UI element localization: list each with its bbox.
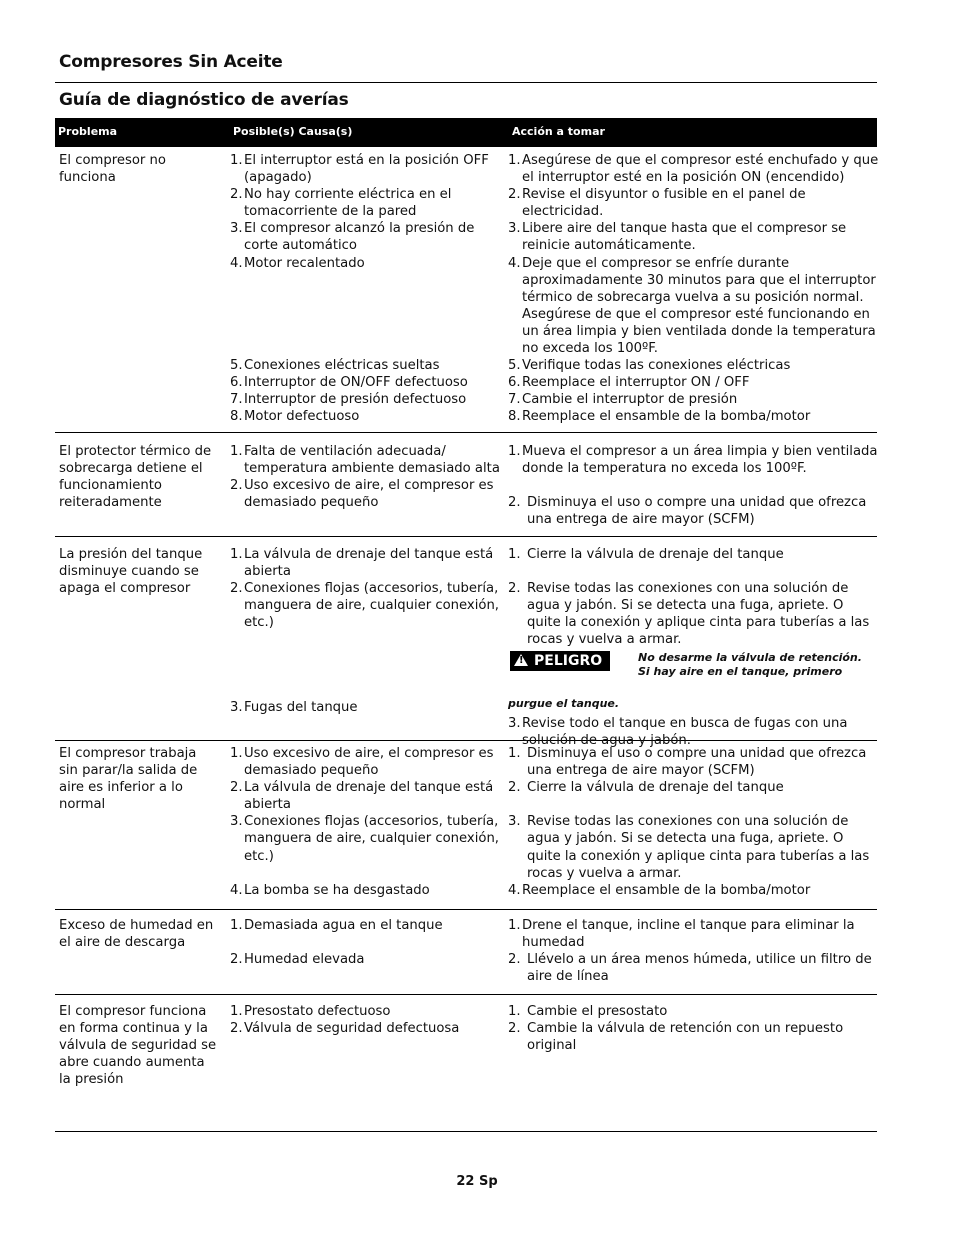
- action-item: 1. Drene el tanque, incline el tanque para eliminar la humedad: [508, 918, 855, 951]
- page-number: 22 Sp: [456, 1174, 498, 1189]
- table-row: [55, 432, 877, 537]
- table-row: [55, 909, 877, 995]
- cause-item: 1. Uso excesivo de aire, el compresor es demasiado pequeño: [230, 746, 494, 779]
- action-item: 5. Verifique todas las conexiones eléctricas: [508, 358, 791, 374]
- action-item: 1. Cierre la válvula de drenaje del tanque: [508, 547, 784, 562]
- cause-item: 3. Fugas del tanque: [230, 700, 358, 716]
- action-item: 1. Disminuya el uso o compre una unidad que ofrezca una entrega de aire mayor (SCFM): [508, 746, 867, 779]
- table-header: [55, 118, 877, 147]
- problem-cell: [59, 152, 219, 186]
- action-item: 1. Asegúrese de que el compresor esté enchufado y que el interruptor esté en la posición ON (encendido): [508, 153, 879, 186]
- cause-item: 1. Demasiada agua en el tanque: [230, 918, 443, 933]
- action-item: 4. Deje que el compresor se enfríe durante aproximadamente 30 minutos para que el interruptor térmico de sobrecarga vuelva a su posición normal. Asegúrese de que el compresor esté funcionando en un área limpia y bien ventilada donde la temperatura no exceda los 100ºF.: [508, 255, 876, 357]
- action-item: 1. Cambie el presostato: [508, 1004, 668, 1019]
- action-cell: [508, 443, 880, 528]
- warning-triangle-icon: [514, 654, 528, 666]
- table-row: [55, 994, 877, 1131]
- header-divider: [55, 82, 877, 83]
- problem-text: El protector térmico de sobrecarga detiene el funcionamiento reiteradamente: [59, 444, 212, 511]
- problem-cell: [59, 546, 219, 597]
- action-item: 3. Revise todo el tanque en busca de fugas con una solución de agua y jabón.: [508, 715, 848, 748]
- cause-item: 2. Válvula de seguridad defectuosa: [230, 1021, 460, 1037]
- section-title: Guía de diagnóstico de averías: [59, 90, 349, 110]
- cause-item: 2. La válvula de drenaje del tanque está abierta: [230, 780, 494, 813]
- action-item: 3. Libere aire del tanque hasta que el compresor se reinicie automáticamente.: [508, 221, 847, 254]
- problem-text: El compresor no funciona: [59, 153, 166, 186]
- problem-text: El compresor trabaja sin parar/la salida de aire es inferior a lo normal: [59, 746, 198, 813]
- cause-item: 6. Interruptor de ON/OFF defectuoso: [230, 375, 468, 391]
- problem-text: La presión del tanque disminuye cuando se apaga el compresor: [59, 547, 203, 597]
- cause-item: 1. Falta de ventilación adecuada/ temperatura ambiente demasiado alta: [230, 444, 500, 477]
- danger-text-line: purgue el tanque.: [508, 696, 620, 710]
- action-item: 2. Cambie la válvula de retención con un repuesto original: [508, 1021, 844, 1054]
- cause-item: 4. La bomba se ha desgastado: [230, 882, 430, 898]
- problem-cell: [59, 1003, 219, 1088]
- cause-item: 1. El interruptor está en la posición OFF (apagado): [230, 153, 489, 186]
- problem-text: Exceso de humedad en el aire de descarga: [59, 918, 214, 951]
- action-item: 2. Llévelo a un área menos húmeda, utilice un filtro de aire de línea: [508, 952, 872, 985]
- problem-cell: [59, 917, 219, 951]
- action-cell: [508, 745, 880, 899]
- cause-item: 2. Humedad elevada: [230, 952, 365, 968]
- action-cell: [508, 917, 880, 985]
- action-cell: [508, 1003, 880, 1054]
- action-item: 8. Reemplace el ensamble de la bomba/motor: [508, 409, 811, 425]
- action-item: 2. Disminuya el uso o compre una unidad que ofrezca una entrega de aire mayor (SCFM): [508, 495, 867, 528]
- column-header-cause: Posible(s) Causa(s): [233, 125, 353, 138]
- action-item: 1. Mueva el compresor a un área limpia y bien ventilada donde la temperatura no exceda los 100ºF.: [508, 444, 878, 477]
- danger-badge: !PELIGRO: [510, 651, 610, 671]
- cause-item: 1. Presostato defectuoso: [230, 1004, 391, 1019]
- action-item: 3. Revise todas las conexiones con una solución de agua y jabón. Si se detecta una fuga, apriete. O quite la conexión y aplique cinta para tuberías a las rocas y vuelva a armar.: [508, 814, 870, 881]
- cause-item: 2. Uso excesivo de aire, el compresor es demasiado pequeño: [230, 478, 494, 511]
- table-row: [55, 740, 877, 910]
- cause-item: 2. Conexiones flojas (accesorios, tubería, manguera de aire, cualquier conexión, etc.): [230, 581, 499, 631]
- danger-warning: [508, 651, 880, 715]
- document-title: Compresores Sin Aceite: [59, 52, 283, 72]
- problem-cell: [59, 745, 219, 813]
- action-cell: [508, 152, 880, 426]
- cause-item: 5. Conexiones eléctricas sueltas: [230, 358, 440, 374]
- cause-item: 3. Conexiones flojas (accesorios, tubería, manguera de aire, cualquier conexión, etc.): [230, 814, 499, 864]
- action-item: 2. Revise el disyuntor o fusible en el panel de electricidad.: [508, 187, 806, 220]
- danger-text-line: No desarme la válvula de retención.: [638, 650, 862, 664]
- cause-cell: [230, 546, 500, 717]
- danger-text-line: Si hay aire en el tanque, primero: [638, 664, 843, 678]
- cause-cell: [230, 152, 500, 426]
- cause-cell: [230, 443, 500, 511]
- action-item: 4. Reemplace el ensamble de la bomba/motor: [508, 882, 811, 898]
- problem-cell: [59, 443, 219, 511]
- action-item: 2. Cierre la válvula de drenaje del tanque: [508, 780, 784, 796]
- action-item: 6. Reemplace el interruptor ON / OFF: [508, 375, 750, 391]
- action-cell: [508, 546, 880, 749]
- action-item: 2. Revise todas las conexiones con una solución de agua y jabón. Si se detecta una fuga, apriete. O quite la conexión y aplique cinta para tuberías a las rocas y vuelva a armar.: [508, 581, 870, 648]
- column-header-problem: Problema: [58, 125, 118, 138]
- table-row: [55, 536, 877, 748]
- table-row: [55, 147, 877, 433]
- cause-item: 1. La válvula de drenaje del tanque está abierta: [230, 547, 494, 580]
- cause-item: 7. Interruptor de presión defectuoso: [230, 392, 467, 408]
- cause-cell: [230, 917, 500, 968]
- cause-item: 8. Motor defectuoso: [230, 409, 360, 425]
- table-bottom-rule: [55, 1131, 877, 1132]
- cause-item: 2. No hay corriente eléctrica en el tomacorriente de la pared: [230, 187, 452, 220]
- cause-cell: [230, 745, 500, 899]
- cause-item: 3. El compresor alcanzó la presión de corte automático: [230, 221, 475, 254]
- cause-item: 4. Motor recalentado: [230, 255, 365, 271]
- column-header-action: Acción a tomar: [512, 125, 605, 138]
- cause-cell: [230, 1003, 500, 1037]
- problem-text: El compresor funciona en forma continua y la válvula de seguridad se abre cuando aumenta la presión: [59, 1004, 217, 1088]
- action-item: 7. Cambie el interruptor de presión: [508, 392, 738, 408]
